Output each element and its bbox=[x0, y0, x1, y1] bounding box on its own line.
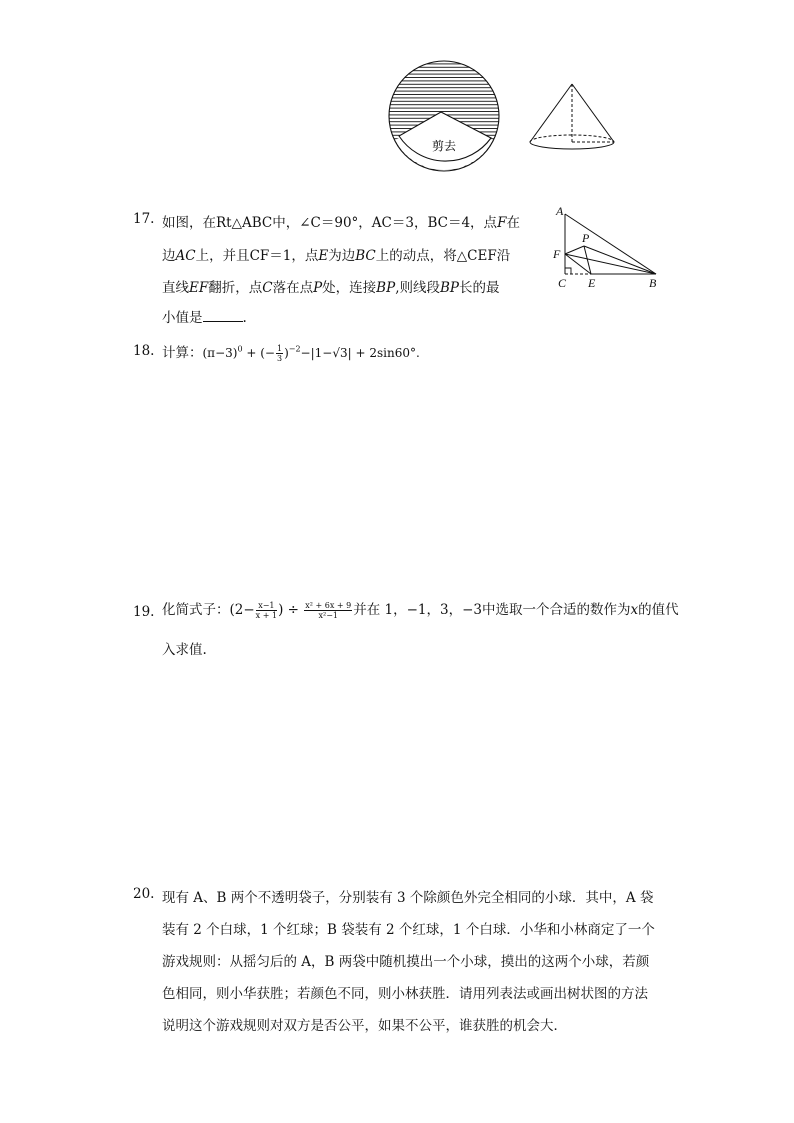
q17-line4: 小值是 . bbox=[162, 310, 247, 326]
q20-line-3: 游戏规则：从摇匀后的 A，B 两袋中随机摸出一个小球，摸出的这两个小球，若颜 bbox=[162, 954, 650, 970]
answer-blank bbox=[203, 309, 243, 322]
q17-line3: 直线EF翻折，点C落在点P处，连接BP,则线段BP长的最 bbox=[162, 280, 500, 296]
q17-line1: 如图，在Rt△ABC中，∠C＝90°，AC＝3，BC＝4，点F在 bbox=[162, 215, 520, 231]
q19-line2: 入求值. bbox=[162, 642, 207, 658]
q17-triangle-figure bbox=[548, 200, 666, 292]
q17-line2: 边AC上，并且CF＝1，点E为边BC上的动点，将△CEF沿 bbox=[162, 248, 511, 264]
q20-line-4: 色相同，则小华获胜；若颜色不同，则小林获胜．请用列表法或画出树状图的方法 bbox=[162, 986, 648, 1002]
q19-number: 19. bbox=[133, 604, 155, 620]
cut-label: 剪去 bbox=[432, 139, 457, 153]
label-B: B bbox=[649, 276, 657, 290]
q18-expression: 计算：$(\pi-3)^0$ + (− $\frac{1}{3}$ )$^{-2}$−|1−√3| + 2sin60°. bbox=[162, 344, 420, 363]
q20-line-5: 说明这个游戏规则对双方是否公平，如果不公平，谁获胜的机会大． bbox=[162, 1018, 567, 1034]
q19-line1: 化简式子：(2− $\frac{x-1}{x + 1}$ ) ÷ $\frac{\text{x² + 6x + 9}}{\text{x²−1}}$ 并在 1，−1，3，−3中选取一个合适的数作为x的值代 bbox=[162, 601, 679, 620]
q18-number: 18. bbox=[133, 343, 155, 359]
label-E: E bbox=[588, 276, 596, 290]
label-A: A bbox=[556, 204, 564, 218]
label-C: C bbox=[558, 276, 567, 290]
q17-number: 17. bbox=[133, 211, 155, 227]
q20-line-2: 装有 2 个白球，1 个红球；B 袋装有 2 个红球，1 个白球．小华和小林商定了一个 bbox=[162, 922, 655, 938]
cone-figure bbox=[530, 84, 614, 149]
segment-FP bbox=[565, 246, 584, 254]
circle-cone-figure bbox=[385, 60, 625, 180]
label-F: F bbox=[553, 247, 561, 261]
right-angle-mark bbox=[565, 268, 571, 274]
q20-line-1: 现有 A、B 两个不透明袋子，分别装有 3 个除颜色外完全相同的小球．其中，A 袋 bbox=[162, 890, 654, 906]
q20-number: 20. bbox=[133, 886, 155, 902]
label-P: P bbox=[582, 231, 590, 245]
